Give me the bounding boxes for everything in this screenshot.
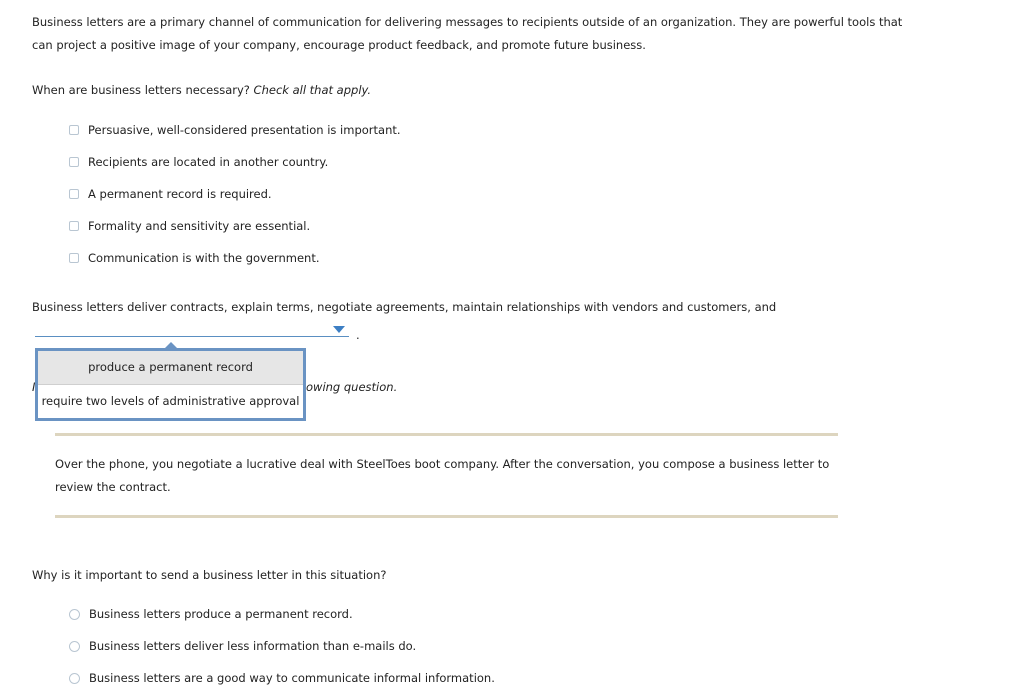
radio-button[interactable]: [69, 609, 80, 620]
q1-option-3[interactable]: [69, 186, 272, 202]
checkbox[interactable]: [69, 157, 79, 167]
q1-prompt-hint: Check all that apply.: [253, 83, 372, 97]
checkbox[interactable]: [69, 189, 79, 199]
scenario-line-2: review the contract.: [55, 480, 171, 494]
intro-line-1: Business letters are a primary channel of communication for delivering messages to recipients outside of an organization. They are powerful tools that: [32, 15, 903, 29]
scenario-text: [55, 453, 835, 499]
dropdown-option-2[interactable]: require two levels of administrative approval: [38, 385, 303, 418]
q2-dropdown-list: [35, 348, 306, 421]
dropdown-arrow-icon[interactable]: [333, 326, 345, 333]
q1-prompt: [32, 83, 371, 97]
q1-option-label: Recipients are located in another country.: [88, 155, 329, 169]
dropdown-option-1[interactable]: produce a permanent record: [38, 351, 303, 385]
q2-sentence: Business letters deliver contracts, explain terms, negotiate agreements, maintain relationships with vendors and customers, and: [32, 300, 777, 314]
checkbox[interactable]: [69, 253, 79, 263]
intro-line-2: can project a positive image of your company, encourage product feedback, and promote future business.: [32, 38, 646, 52]
q1-option-label: Formality and sensitivity are essential.: [88, 219, 311, 233]
intro-paragraph: [32, 11, 932, 57]
q3-option-label: Business letters deliver less information than e-mails do.: [89, 639, 417, 653]
q1-prompt-text: When are business letters necessary?: [32, 83, 250, 97]
q1-option-5[interactable]: [69, 250, 319, 266]
q2-period: .: [356, 328, 360, 342]
q1-option-label: Persuasive, well-considered presentation is important.: [88, 123, 401, 137]
radio-button[interactable]: [69, 641, 80, 652]
q1-option-2[interactable]: [69, 154, 328, 170]
q1-option-4[interactable]: [69, 218, 310, 234]
radio-button[interactable]: [69, 673, 80, 684]
scenario-divider-bottom: [55, 515, 838, 518]
scenario-line-1: Over the phone, you negotiate a lucrative deal with SteelToes boot company. After the conversation, you compose a business letter to: [55, 457, 830, 471]
q3-option-label: Business letters produce a permanent record.: [89, 607, 353, 621]
q1-option-1[interactable]: [69, 122, 401, 138]
q3-option-2[interactable]: [69, 638, 416, 654]
q1-option-label: A permanent record is required.: [88, 187, 272, 201]
scenario-divider-top: [55, 433, 838, 436]
checkbox[interactable]: [69, 221, 79, 231]
q3-option-1[interactable]: [69, 606, 353, 622]
q3-prompt: Why is it important to send a business letter in this situation?: [32, 568, 387, 582]
q3-instruction-tail: owing question.: [306, 380, 398, 394]
q3-option-label: Business letters are a good way to communicate informal information.: [89, 671, 495, 685]
checkbox[interactable]: [69, 125, 79, 135]
q3-option-3[interactable]: [69, 670, 495, 686]
q1-option-label: Communication is with the government.: [88, 251, 320, 265]
q2-dropdown-field[interactable]: [35, 336, 349, 337]
q3-instruction-start: I: [32, 380, 36, 394]
